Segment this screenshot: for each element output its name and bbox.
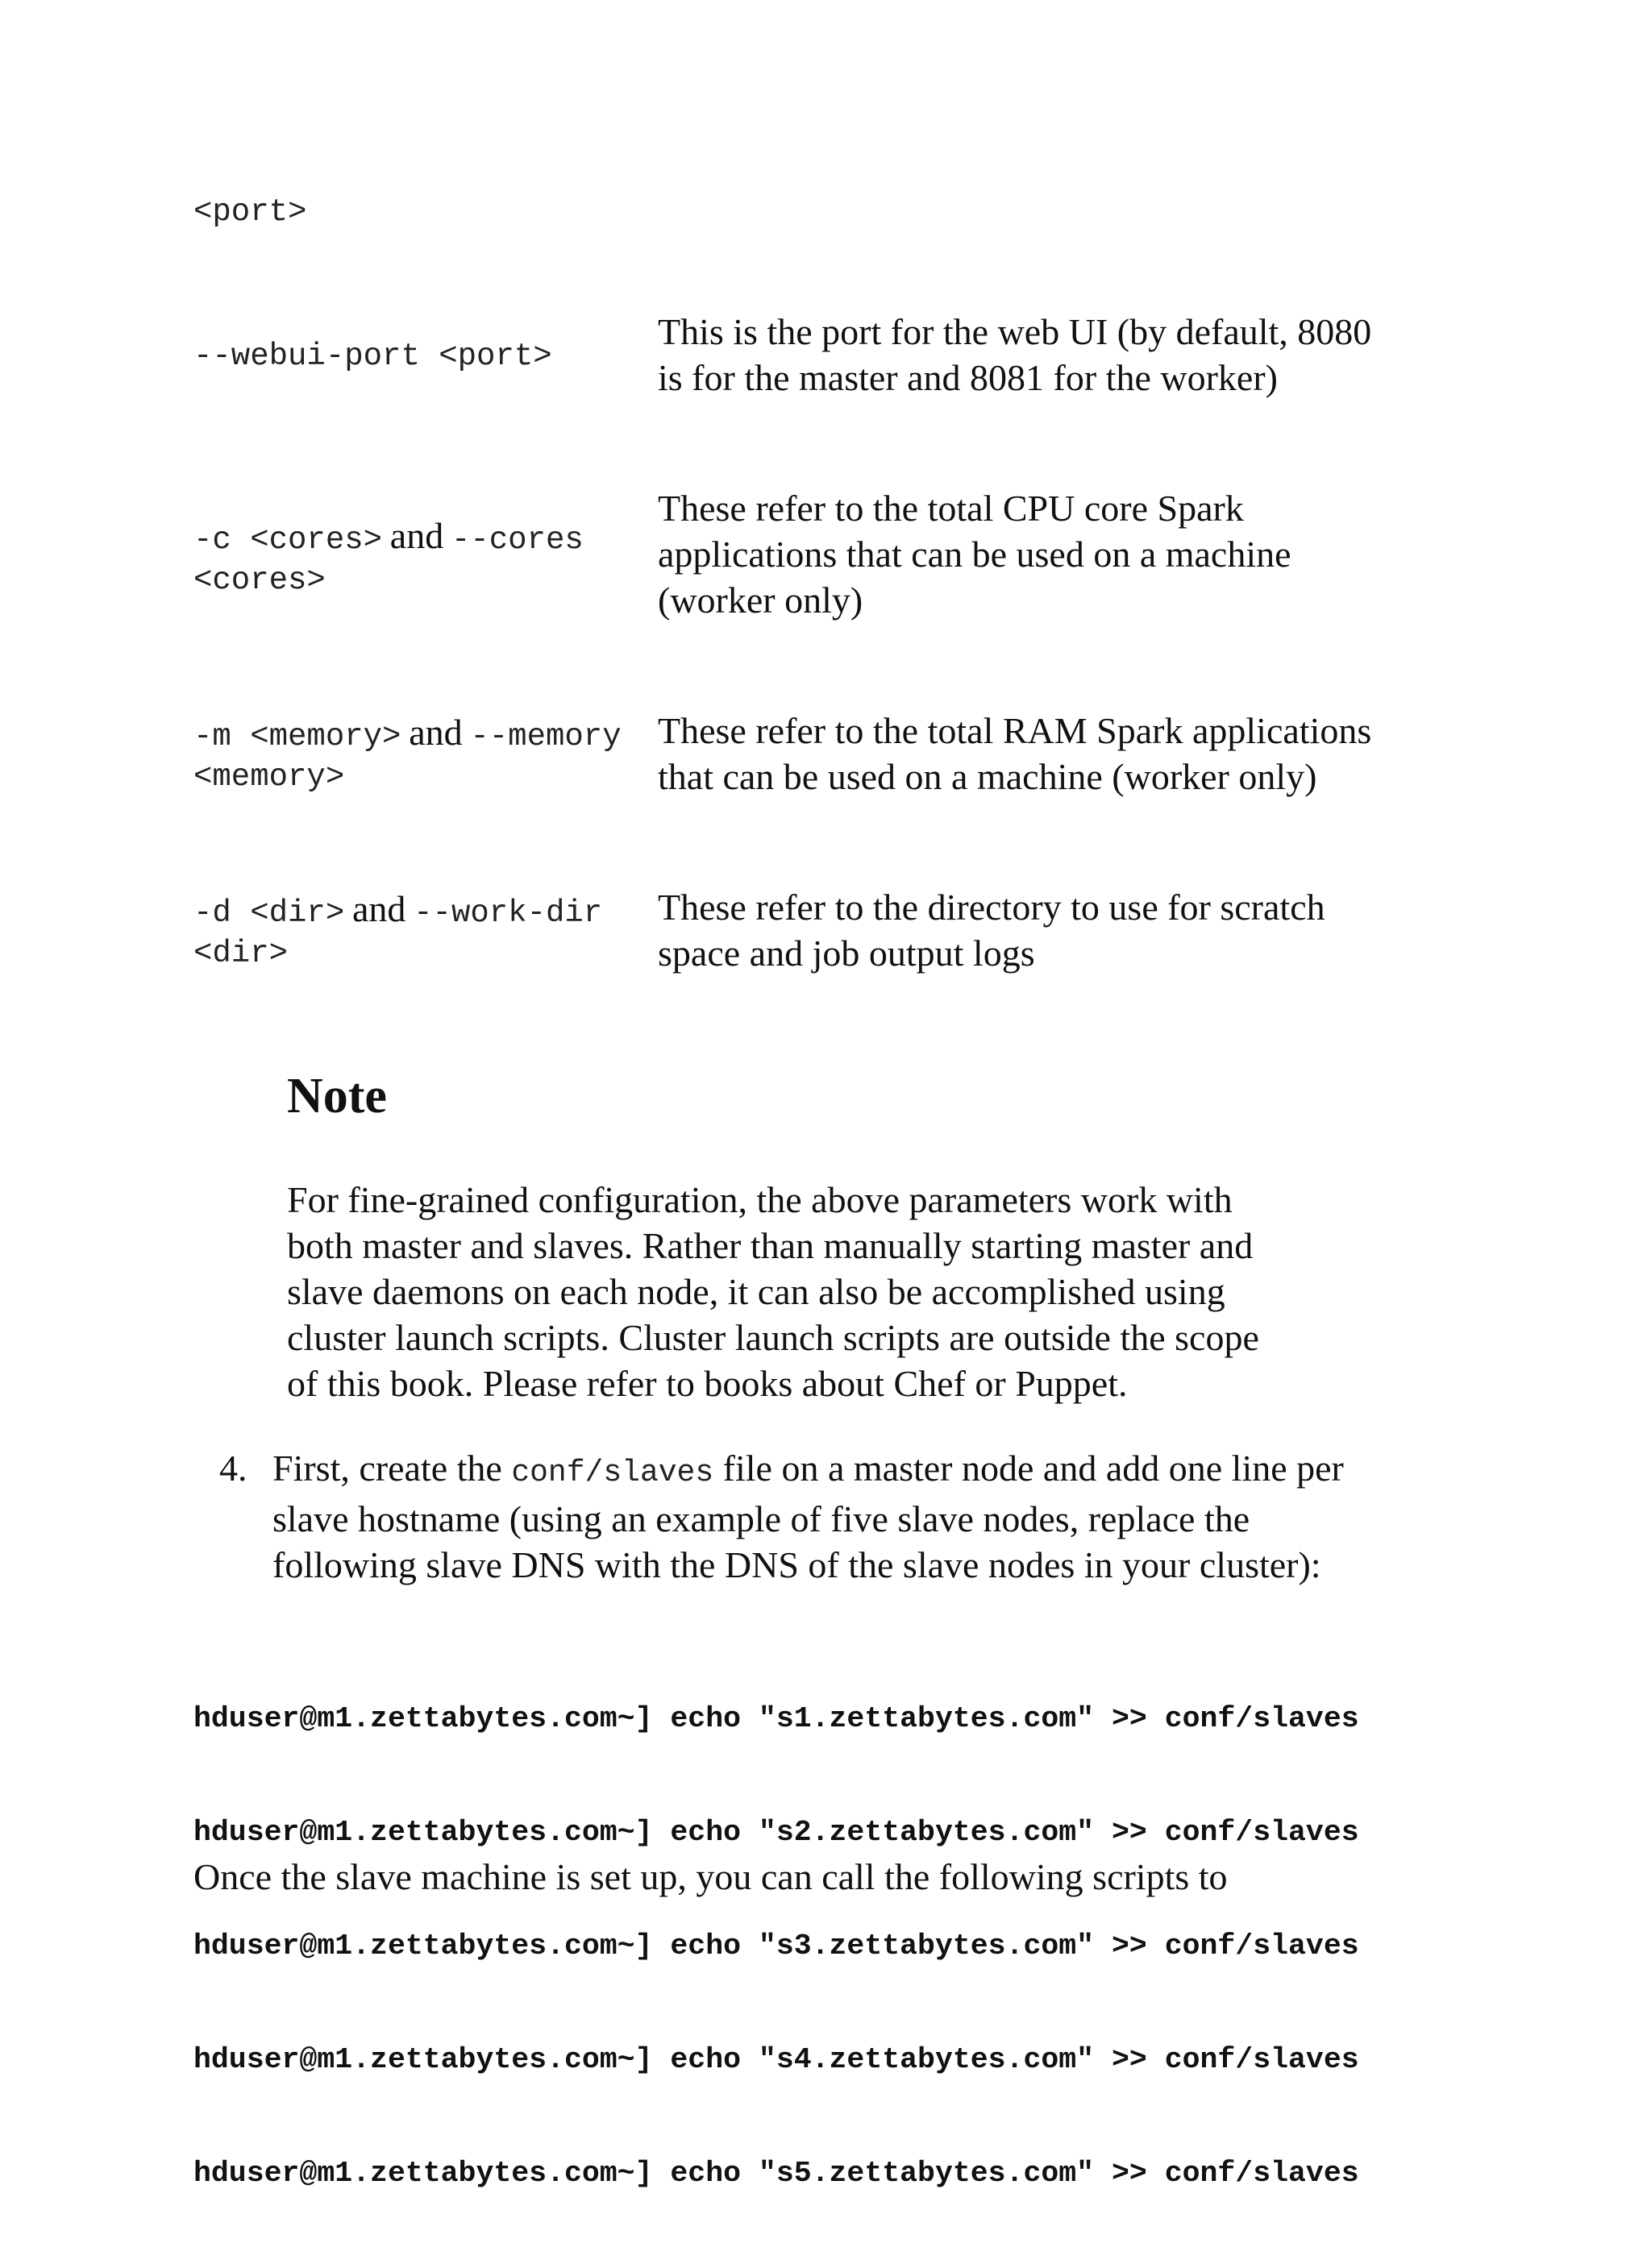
- option-value: <memory>: [193, 759, 345, 795]
- param-description: [658, 309, 1464, 401]
- option-and: and: [409, 712, 463, 753]
- param-option-line: [193, 712, 669, 757]
- step-number: 4.: [219, 1448, 247, 1489]
- option-and: and: [389, 515, 444, 556]
- option-short: -c <cores>: [193, 522, 383, 558]
- note-line: slave daemons on each node, it can also be accomplished using: [287, 1271, 1225, 1312]
- note-line: both master and slaves. Rather than manually starting master and: [287, 1225, 1254, 1266]
- param-option: [193, 516, 653, 600]
- description-line: This is the port for the web UI (by default, 8080: [658, 311, 1372, 352]
- param-description: [658, 485, 1464, 623]
- step-line: following slave DNS with the DNS of the slave nodes in your cluster):: [272, 1544, 1321, 1585]
- description-line: These refer to the directory to use for scratch: [658, 887, 1325, 928]
- option-short: -d <dir>: [193, 895, 345, 931]
- closing-paragraph: Once the slave machine is set up, you can call the following scripts to: [193, 1856, 1228, 1897]
- description-line: space and job output logs: [658, 933, 1035, 974]
- param-description: [658, 708, 1464, 800]
- note-body: [287, 1177, 1383, 1406]
- option-long: --memory: [470, 719, 622, 754]
- description-line: These refer to the total CPU core Spark: [658, 488, 1244, 529]
- code-line: hduser@m1.zettabytes.com~] echo "s2.zettabytes.com" >> conf/slaves: [193, 1816, 1359, 1849]
- note-heading: Note: [287, 1069, 387, 1124]
- param-description: [658, 884, 1464, 976]
- note-line: For fine-grained configuration, the above parameters work with: [287, 1179, 1233, 1220]
- description-line: These refer to the total RAM Spark applications: [658, 710, 1372, 751]
- step-line: slave hostname (using an example of five slave nodes, replace the: [272, 1498, 1250, 1539]
- option-long: --cores: [451, 522, 584, 558]
- option-short: -m <memory>: [193, 719, 401, 754]
- code-block: [193, 1624, 1441, 2268]
- note-line: of this book. Please refer to books about Chef or Puppet.: [287, 1363, 1128, 1404]
- description-line: (worker only): [658, 579, 863, 621]
- param-option: [193, 712, 669, 797]
- step-text-fragment: file on a master node and add one line per: [722, 1448, 1344, 1489]
- note-line: cluster launch scripts. Cluster launch scripts are outside the scope: [287, 1317, 1259, 1358]
- step-text: [272, 1445, 1425, 1588]
- param-option: [193, 889, 653, 974]
- description-line: is for the master and 8081 for the worker): [658, 357, 1278, 398]
- code-line: hduser@m1.zettabytes.com~] echo "s3.zettabytes.com" >> conf/slaves: [193, 1929, 1359, 1963]
- inline-code: conf/slaves: [511, 1456, 714, 1490]
- param-option-line: [193, 516, 653, 560]
- param-option: --webui-port <port>: [193, 339, 552, 374]
- param-option: <port>: [193, 194, 307, 230]
- option-and: and: [351, 888, 406, 929]
- step-line: [272, 1445, 1425, 1496]
- description-line: applications that can be used on a machine: [658, 534, 1291, 575]
- option-value: <cores>: [193, 563, 326, 598]
- step-text-fragment: First, create the: [272, 1448, 502, 1489]
- code-line: hduser@m1.zettabytes.com~] echo "s1.zettabytes.com" >> conf/slaves: [193, 1702, 1359, 1735]
- code-line: hduser@m1.zettabytes.com~] echo "s4.zettabytes.com" >> conf/slaves: [193, 2043, 1359, 2076]
- option-long: --work-dir: [414, 895, 603, 931]
- param-option-line: [193, 889, 653, 933]
- description-line: that can be used on a machine (worker only): [658, 756, 1317, 797]
- option-value: <dir>: [193, 936, 289, 971]
- code-line: hduser@m1.zettabytes.com~] echo "s5.zettabytes.com" >> conf/slaves: [193, 2157, 1359, 2190]
